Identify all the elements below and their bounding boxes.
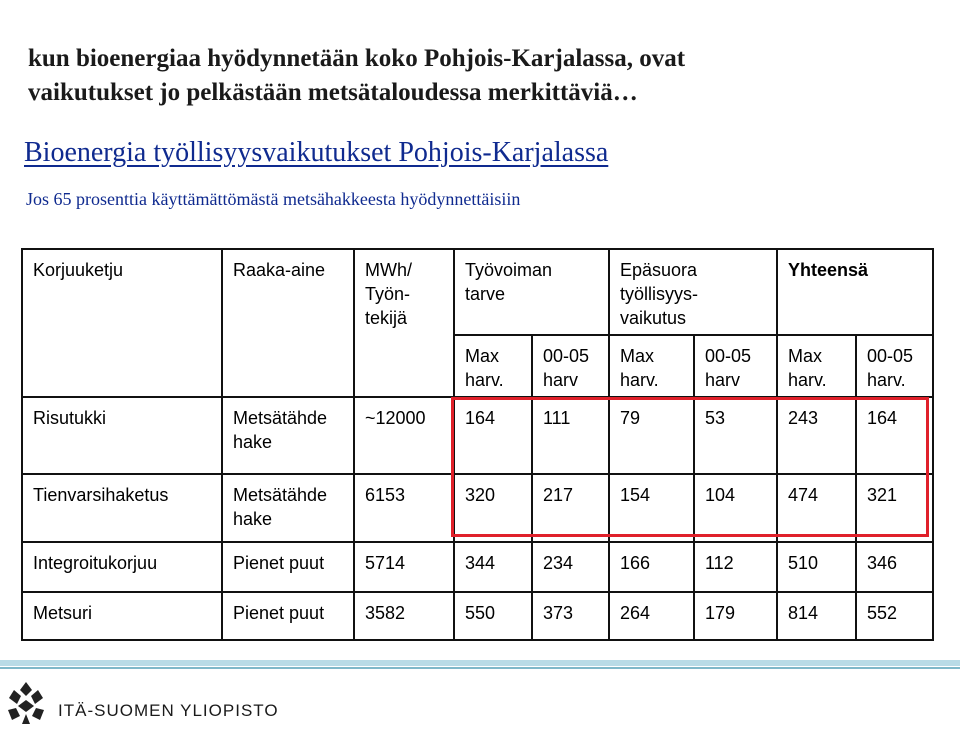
- header-tyovoima: Työvoiman tarve: [454, 249, 609, 335]
- value-cell: 104: [694, 474, 777, 542]
- value-cell: 234: [532, 542, 609, 592]
- value-cell: 53: [694, 397, 777, 474]
- value-cell: 346: [856, 542, 933, 592]
- value-cell: 166: [609, 542, 694, 592]
- value-cell: 320: [454, 474, 532, 542]
- chain-cell: Integroitukorjuu: [22, 542, 222, 592]
- header-korjuuketju: Korjuuketju: [22, 249, 222, 397]
- subheader-cell: 00-05 harv: [694, 335, 777, 397]
- mwh-cell: 5714: [354, 542, 454, 592]
- value-cell: 112: [694, 542, 777, 592]
- material-cell: Metsätähde hake: [222, 474, 354, 542]
- value-cell: 79: [609, 397, 694, 474]
- slide-title: Bioenergia työllisyysvaikutukset Pohjois-Karjalassa: [24, 137, 609, 168]
- value-cell: 814: [777, 592, 856, 640]
- header-epasuora: Epäsuora työllisyys- vaikutus: [609, 249, 777, 335]
- value-cell: 179: [694, 592, 777, 640]
- employment-table: [21, 248, 934, 641]
- mwh-cell: ~12000: [354, 397, 454, 474]
- subheader-cell: 00-05 harv.: [856, 335, 933, 397]
- header-raaka-aine: Raaka-aine: [222, 249, 354, 397]
- value-cell: 552: [856, 592, 933, 640]
- material-cell: Metsätähde hake: [222, 397, 354, 474]
- subheader-cell: Max harv.: [777, 335, 856, 397]
- university-leaf-logo-icon: [6, 678, 46, 726]
- value-cell: 373: [532, 592, 609, 640]
- chain-cell: Tienvarsihaketus: [22, 474, 222, 542]
- university-name: ITÄ-SUOMEN YLIOPISTO: [58, 701, 279, 720]
- table-row: [22, 397, 933, 474]
- value-cell: 264: [609, 592, 694, 640]
- intro-line-1: kun bioenergiaa hyödynnetään koko Pohjois-Karjalassa, ovat: [28, 45, 686, 72]
- subheader-cell: Max harv.: [454, 335, 532, 397]
- subheader-cell: 00-05 harv: [532, 335, 609, 397]
- chain-cell: Risutukki: [22, 397, 222, 474]
- value-cell: 550: [454, 592, 532, 640]
- material-cell: Pienet puut: [222, 592, 354, 640]
- subheader-cell: Max harv.: [609, 335, 694, 397]
- header-yhteensa: Yhteensä: [777, 249, 933, 335]
- table-row: [22, 474, 933, 542]
- value-cell: 164: [454, 397, 532, 474]
- value-cell: 344: [454, 542, 532, 592]
- intro-line-2: vaikutukset jo pelkästään metsätaloudessa merkittäviä…: [28, 79, 638, 106]
- mwh-cell: 6153: [354, 474, 454, 542]
- value-cell: 243: [777, 397, 856, 474]
- material-cell: Pienet puut: [222, 542, 354, 592]
- mwh-cell: 3582: [354, 592, 454, 640]
- header-row: [22, 249, 933, 335]
- footer-rule-thin: [0, 667, 960, 669]
- value-cell: 510: [777, 542, 856, 592]
- footer-rule: [0, 660, 960, 666]
- intro-text: [28, 42, 928, 110]
- value-cell: 321: [856, 474, 933, 542]
- table-row: [22, 592, 933, 640]
- value-cell: 474: [777, 474, 856, 542]
- assumption-note: Jos 65 prosenttia käyttämättömästä metsähakkeesta hyödynnettäisiin: [26, 189, 521, 209]
- value-cell: 164: [856, 397, 933, 474]
- value-cell: 217: [532, 474, 609, 542]
- chain-cell: Metsuri: [22, 592, 222, 640]
- table-row: [22, 542, 933, 592]
- value-cell: 154: [609, 474, 694, 542]
- value-cell: 111: [532, 397, 609, 474]
- header-mwh: MWh/ Työn- tekijä: [354, 249, 454, 397]
